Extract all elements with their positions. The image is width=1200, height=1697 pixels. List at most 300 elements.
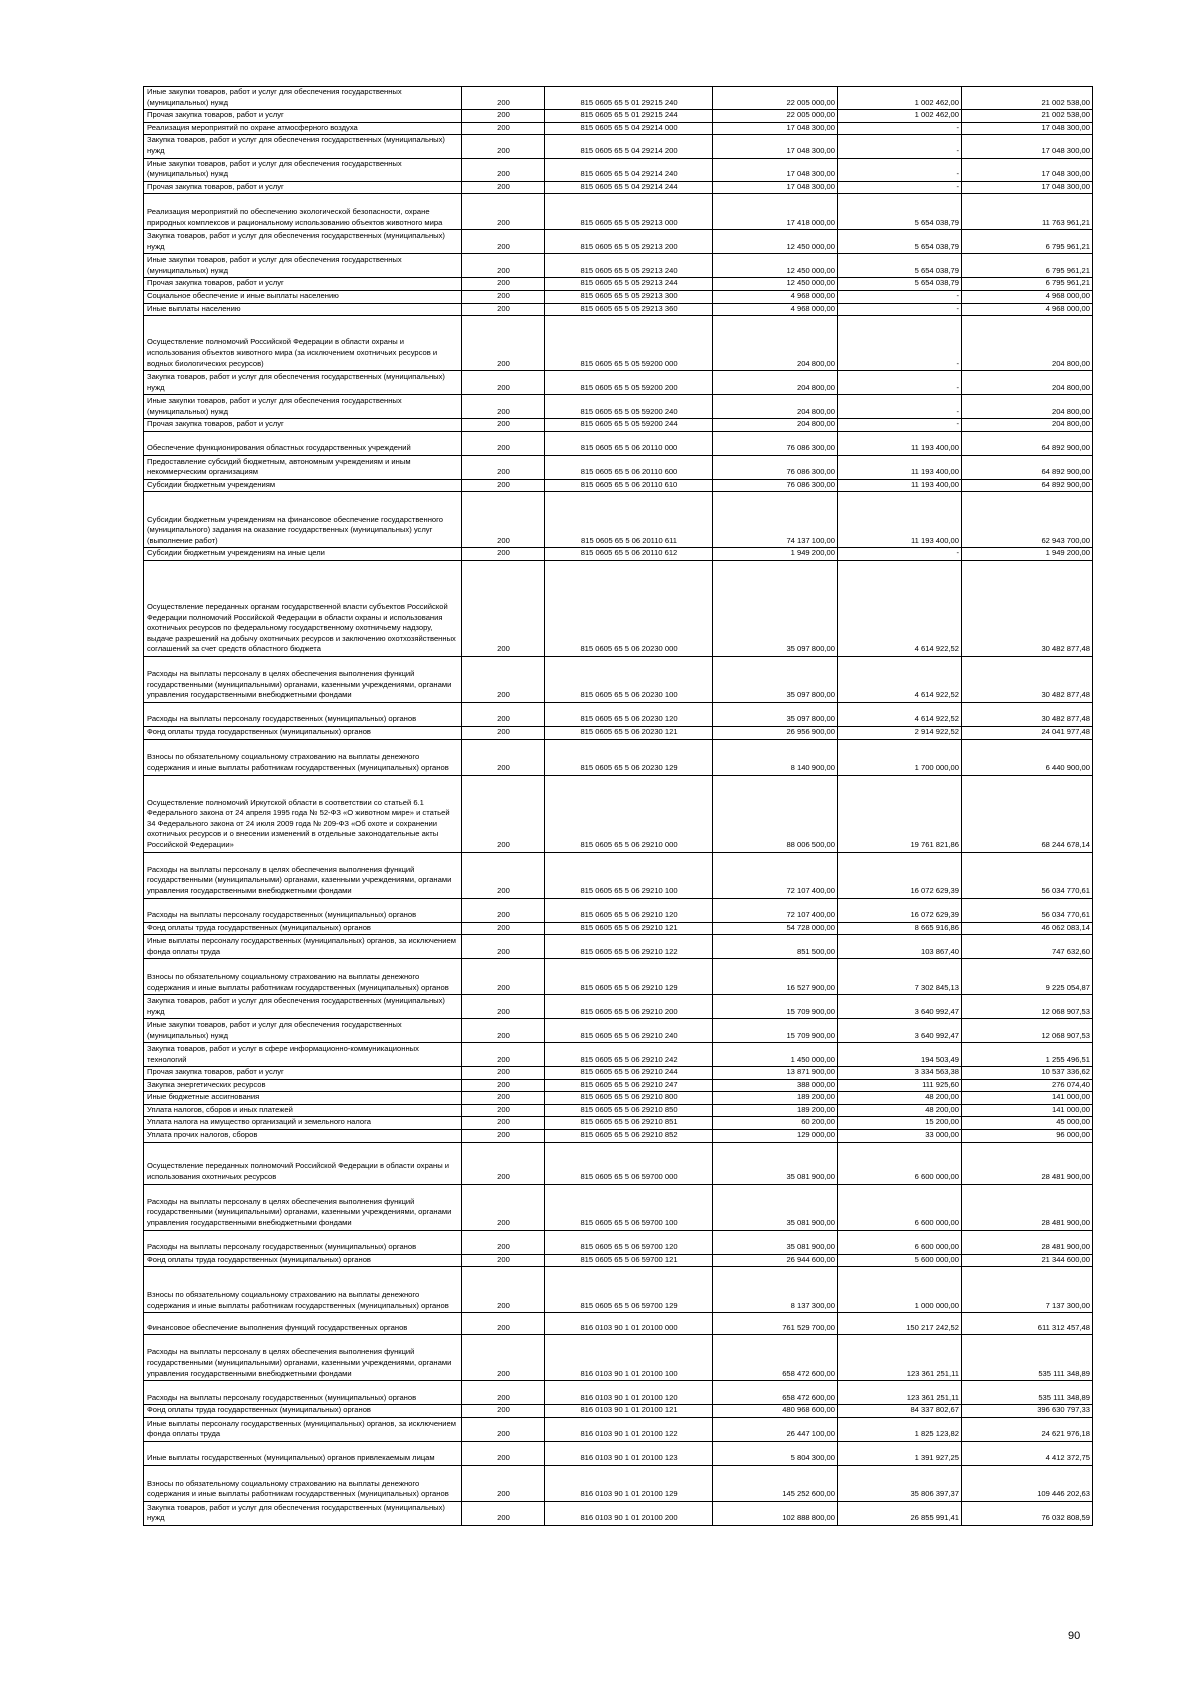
row-executed: 5 600 000,00 bbox=[838, 1254, 962, 1267]
table-row bbox=[144, 254, 1093, 278]
row-approved: 35 097 800,00 bbox=[713, 560, 838, 656]
row-remaining: 30 482 877,48 bbox=[962, 702, 1093, 726]
row-classification: 815 0605 65 5 04 29214 240 bbox=[545, 158, 713, 181]
row-name: Закупка товаров, работ и услуг для обеспечения государственных (муниципальных) нужд bbox=[144, 995, 462, 1019]
row-remaining: 1 255 496,51 bbox=[962, 1043, 1093, 1067]
row-name: Иные бюджетные ассигнования bbox=[144, 1092, 462, 1105]
row-name: Прочая закупка товаров, работ и услуг bbox=[144, 181, 462, 194]
row-code: 200 bbox=[462, 455, 545, 479]
row-classification: 815 0605 65 5 06 29210 242 bbox=[545, 1043, 713, 1067]
row-code: 200 bbox=[462, 492, 545, 548]
table-row bbox=[144, 702, 1093, 726]
row-executed: - bbox=[838, 181, 962, 194]
row-approved: 26 944 600,00 bbox=[713, 1254, 838, 1267]
row-remaining: 1 949 200,00 bbox=[962, 548, 1093, 561]
row-remaining: 141 000,00 bbox=[962, 1092, 1093, 1105]
row-name: Взносы по обязательному социальному страхованию на выплаты денежного содержания и иные выплаты работникам государственных (муниципальных) органов bbox=[144, 739, 462, 775]
row-code: 200 bbox=[462, 775, 545, 852]
row-executed: 6 600 000,00 bbox=[838, 1184, 962, 1230]
row-classification: 816 0103 90 1 01 20100 200 bbox=[545, 1501, 713, 1525]
row-approved: 204 800,00 bbox=[713, 395, 838, 419]
row-executed: 111 925,60 bbox=[838, 1079, 962, 1092]
table-row bbox=[144, 290, 1093, 303]
row-name: Прочая закупка товаров, работ и услуг bbox=[144, 419, 462, 432]
row-code: 200 bbox=[462, 1405, 545, 1418]
row-name: Иные выплаты населению bbox=[144, 303, 462, 316]
row-executed: 4 614 922,52 bbox=[838, 702, 962, 726]
row-executed: - bbox=[838, 419, 962, 432]
table-row bbox=[144, 230, 1093, 254]
row-classification: 816 0103 90 1 01 20100 120 bbox=[545, 1381, 713, 1405]
row-classification: 815 0605 65 5 04 29214 244 bbox=[545, 181, 713, 194]
row-name: Осуществление полномочий Иркутской области в соответствии со статьей 6.1 Федерального закона от 24 апреля 1995 года № 52-ФЗ «О животном мире» и статьей 34 Федерального закона от 24 июля 2009 года № 209-ФЗ «Об охоте и сохранении охотничьих ресурсов и о внесении изменений в отдельные законодательные акты Российской Федерации» bbox=[144, 775, 462, 852]
row-classification: 815 0605 65 5 06 59700 120 bbox=[545, 1230, 713, 1254]
row-code: 200 bbox=[462, 726, 545, 739]
row-remaining: 535 111 348,89 bbox=[962, 1335, 1093, 1381]
row-executed: 123 361 251,11 bbox=[838, 1381, 962, 1405]
row-name: Прочая закупка товаров, работ и услуг bbox=[144, 110, 462, 123]
row-name: Фонд оплаты труда государственных (муниципальных) органов bbox=[144, 922, 462, 935]
row-remaining: 141 000,00 bbox=[962, 1104, 1093, 1117]
table-row bbox=[144, 898, 1093, 922]
row-classification: 815 0605 65 5 05 59200 240 bbox=[545, 395, 713, 419]
row-approved: 189 200,00 bbox=[713, 1092, 838, 1105]
row-remaining: 21 002 538,00 bbox=[962, 87, 1093, 110]
row-code: 200 bbox=[462, 431, 545, 455]
table-row bbox=[144, 560, 1093, 656]
table-row bbox=[144, 122, 1093, 135]
row-name: Расходы на выплаты персоналу государственных (муниципальных) органов bbox=[144, 702, 462, 726]
row-name: Закупка товаров, работ и услуг для обеспечения государственных (муниципальных) нужд bbox=[144, 230, 462, 254]
row-approved: 26 447 100,00 bbox=[713, 1417, 838, 1441]
row-approved: 72 107 400,00 bbox=[713, 852, 838, 898]
row-name: Расходы на выплаты персоналу в целях обеспечения выполнения функций государственными (муниципальными) органами, казенными учреждениями, органами управления государственными внебюджетными фондами bbox=[144, 656, 462, 702]
table-row bbox=[144, 1254, 1093, 1267]
row-executed: 11 193 400,00 bbox=[838, 479, 962, 492]
row-name: Иные закупки товаров, работ и услуг для обеспечения государственных (муниципальных) нужд bbox=[144, 1019, 462, 1043]
row-name: Субсидии бюджетным учреждениям на финансовое обеспечение государственного (муниципального) задания на оказание государственных (муниципальных) услуг (выполнение работ) bbox=[144, 492, 462, 548]
row-executed: 11 193 400,00 bbox=[838, 431, 962, 455]
row-classification: 816 0103 90 1 01 20100 100 bbox=[545, 1335, 713, 1381]
row-code: 200 bbox=[462, 1043, 545, 1067]
row-classification: 815 0605 65 5 06 29210 850 bbox=[545, 1104, 713, 1117]
row-remaining: 747 632,60 bbox=[962, 935, 1093, 959]
row-name: Фонд оплаты труда государственных (муниципальных) органов bbox=[144, 726, 462, 739]
row-name: Прочая закупка товаров, работ и услуг bbox=[144, 278, 462, 291]
row-remaining: 4 968 000,00 bbox=[962, 303, 1093, 316]
row-executed: 194 503,49 bbox=[838, 1043, 962, 1067]
row-executed: 11 193 400,00 bbox=[838, 492, 962, 548]
row-code: 200 bbox=[462, 1417, 545, 1441]
row-name: Иные закупки товаров, работ и услуг для обеспечения государственных (муниципальных) нужд bbox=[144, 254, 462, 278]
row-code: 200 bbox=[462, 560, 545, 656]
row-code: 200 bbox=[462, 278, 545, 291]
row-name: Фонд оплаты труда государственных (муниципальных) органов bbox=[144, 1254, 462, 1267]
row-remaining: 46 062 083,14 bbox=[962, 922, 1093, 935]
row-code: 200 bbox=[462, 122, 545, 135]
row-approved: 12 450 000,00 bbox=[713, 230, 838, 254]
row-remaining: 9 225 054,87 bbox=[962, 959, 1093, 995]
row-classification: 816 0103 90 1 01 20100 123 bbox=[545, 1441, 713, 1465]
row-classification: 815 0605 65 5 06 29210 800 bbox=[545, 1092, 713, 1105]
row-approved: 204 800,00 bbox=[713, 371, 838, 395]
row-code: 200 bbox=[462, 1381, 545, 1405]
row-remaining: 611 312 457,48 bbox=[962, 1313, 1093, 1335]
table-row bbox=[144, 1417, 1093, 1441]
table-row bbox=[144, 1142, 1093, 1184]
row-remaining: 62 943 700,00 bbox=[962, 492, 1093, 548]
row-name: Обеспечение функционирования областных государственных учреждений bbox=[144, 431, 462, 455]
row-classification: 815 0605 65 5 05 59200 244 bbox=[545, 419, 713, 432]
row-approved: 22 005 000,00 bbox=[713, 110, 838, 123]
row-name: Расходы на выплаты персоналу в целях обеспечения выполнения функций государственными (муниципальными) органами, казенными учреждениями, органами управления государственными внебюджетными фондами bbox=[144, 1335, 462, 1381]
row-approved: 15 709 900,00 bbox=[713, 1019, 838, 1043]
row-remaining: 76 032 808,59 bbox=[962, 1501, 1093, 1525]
row-remaining: 30 482 877,48 bbox=[962, 560, 1093, 656]
row-remaining: 64 892 900,00 bbox=[962, 431, 1093, 455]
row-code: 200 bbox=[462, 1230, 545, 1254]
table-row bbox=[144, 455, 1093, 479]
row-approved: 204 800,00 bbox=[713, 419, 838, 432]
table-row bbox=[144, 1465, 1093, 1501]
row-remaining: 64 892 900,00 bbox=[962, 479, 1093, 492]
table-row bbox=[144, 1117, 1093, 1130]
table-row bbox=[144, 1104, 1093, 1117]
row-remaining: 64 892 900,00 bbox=[962, 455, 1093, 479]
row-code: 200 bbox=[462, 1501, 545, 1525]
table-row bbox=[144, 1313, 1093, 1335]
table-row bbox=[144, 852, 1093, 898]
row-name: Взносы по обязательному социальному страхованию на выплаты денежного содержания и иные выплаты работникам государственных (муниципальных) органов bbox=[144, 959, 462, 995]
row-approved: 60 200,00 bbox=[713, 1117, 838, 1130]
row-name: Взносы по обязательному социальному страхованию на выплаты денежного содержания и иные выплаты работникам государственных (муниципальных) органов bbox=[144, 1267, 462, 1313]
row-executed: 15 200,00 bbox=[838, 1117, 962, 1130]
row-code: 200 bbox=[462, 419, 545, 432]
row-executed: - bbox=[838, 303, 962, 316]
row-classification: 815 0605 65 5 06 29210 852 bbox=[545, 1130, 713, 1143]
row-approved: 129 000,00 bbox=[713, 1130, 838, 1143]
row-remaining: 10 537 336,62 bbox=[962, 1067, 1093, 1080]
row-approved: 204 800,00 bbox=[713, 316, 838, 371]
row-remaining: 30 482 877,48 bbox=[962, 656, 1093, 702]
row-executed: 1 391 927,25 bbox=[838, 1441, 962, 1465]
row-approved: 8 137 300,00 bbox=[713, 1267, 838, 1313]
row-classification: 815 0605 65 5 06 59700 100 bbox=[545, 1184, 713, 1230]
row-code: 200 bbox=[462, 1313, 545, 1335]
row-classification: 815 0605 65 5 05 29213 240 bbox=[545, 254, 713, 278]
row-classification: 815 0605 65 5 06 20110 612 bbox=[545, 548, 713, 561]
row-approved: 76 086 300,00 bbox=[713, 431, 838, 455]
row-code: 200 bbox=[462, 230, 545, 254]
row-classification: 815 0605 65 5 06 29210 129 bbox=[545, 959, 713, 995]
row-name: Осуществление полномочий Российской Федерации в области охраны и использования объектов животного мира (за исключением охотничьих ресурсов и водных биологических ресурсов) bbox=[144, 316, 462, 371]
row-classification: 815 0605 65 5 06 20230 120 bbox=[545, 702, 713, 726]
row-classification: 815 0605 65 5 05 29213 300 bbox=[545, 290, 713, 303]
row-name: Осуществление переданных органам государственной власти субъектов Российской Федерации полномочий Российской Федерации в области охраны и использования охотничьих ресурсов по федеральному государственному охотничьему надзору, выдаче разрешений на добычу охотничьих ресурсов и заключению охотхозяйственных соглашений за счет средств областного бюджета bbox=[144, 560, 462, 656]
row-classification: 815 0605 65 5 06 29210 200 bbox=[545, 995, 713, 1019]
row-approved: 35 097 800,00 bbox=[713, 702, 838, 726]
row-code: 200 bbox=[462, 1254, 545, 1267]
table-row bbox=[144, 278, 1093, 291]
row-remaining: 96 000,00 bbox=[962, 1130, 1093, 1143]
row-approved: 17 048 300,00 bbox=[713, 158, 838, 181]
row-code: 200 bbox=[462, 852, 545, 898]
table-row bbox=[144, 548, 1093, 561]
row-approved: 76 086 300,00 bbox=[713, 455, 838, 479]
row-classification: 815 0605 65 5 06 20110 000 bbox=[545, 431, 713, 455]
row-executed: - bbox=[838, 548, 962, 561]
row-executed: 6 600 000,00 bbox=[838, 1142, 962, 1184]
row-executed: 5 654 038,79 bbox=[838, 194, 962, 230]
row-classification: 815 0605 65 5 01 29215 244 bbox=[545, 110, 713, 123]
row-executed: 4 614 922,52 bbox=[838, 560, 962, 656]
row-approved: 72 107 400,00 bbox=[713, 898, 838, 922]
row-approved: 1 949 200,00 bbox=[713, 548, 838, 561]
row-remaining: 535 111 348,89 bbox=[962, 1381, 1093, 1405]
row-name: Социальное обеспечение и иные выплаты населению bbox=[144, 290, 462, 303]
row-approved: 88 006 500,00 bbox=[713, 775, 838, 852]
row-executed: 123 361 251,11 bbox=[838, 1335, 962, 1381]
row-remaining: 45 000,00 bbox=[962, 1117, 1093, 1130]
row-name: Иные закупки товаров, работ и услуг для обеспечения государственных (муниципальных) нужд bbox=[144, 87, 462, 110]
table-row bbox=[144, 1092, 1093, 1105]
row-name: Иные закупки товаров, работ и услуг для обеспечения государственных (муниципальных) нужд bbox=[144, 395, 462, 419]
row-classification: 816 0103 90 1 01 20100 122 bbox=[545, 1417, 713, 1441]
row-code: 200 bbox=[462, 479, 545, 492]
row-approved: 17 418 000,00 bbox=[713, 194, 838, 230]
row-remaining: 56 034 770,61 bbox=[962, 898, 1093, 922]
row-code: 200 bbox=[462, 739, 545, 775]
row-remaining: 204 800,00 bbox=[962, 371, 1093, 395]
row-name: Уплата налогов, сборов и иных платежей bbox=[144, 1104, 462, 1117]
row-remaining: 24 041 977,48 bbox=[962, 726, 1093, 739]
row-remaining: 17 048 300,00 bbox=[962, 135, 1093, 158]
row-name: Фонд оплаты труда государственных (муниципальных) органов bbox=[144, 1405, 462, 1418]
row-executed: 4 614 922,52 bbox=[838, 656, 962, 702]
table-row bbox=[144, 395, 1093, 419]
row-approved: 35 081 900,00 bbox=[713, 1142, 838, 1184]
row-executed: 84 337 802,67 bbox=[838, 1405, 962, 1418]
table-row bbox=[144, 656, 1093, 702]
row-code: 200 bbox=[462, 1092, 545, 1105]
row-remaining: 11 763 961,21 bbox=[962, 194, 1093, 230]
row-approved: 16 527 900,00 bbox=[713, 959, 838, 995]
row-code: 200 bbox=[462, 1267, 545, 1313]
table-row bbox=[144, 316, 1093, 371]
row-code: 200 bbox=[462, 290, 545, 303]
table-row bbox=[144, 1335, 1093, 1381]
row-approved: 189 200,00 bbox=[713, 1104, 838, 1117]
table-row bbox=[144, 303, 1093, 316]
row-approved: 851 500,00 bbox=[713, 935, 838, 959]
row-executed: 19 761 821,86 bbox=[838, 775, 962, 852]
row-classification: 815 0605 65 5 01 29215 240 bbox=[545, 87, 713, 110]
row-remaining: 21 002 538,00 bbox=[962, 110, 1093, 123]
row-classification: 815 0605 65 5 04 29214 000 bbox=[545, 122, 713, 135]
row-name: Расходы на выплаты персоналу государственных (муниципальных) органов bbox=[144, 898, 462, 922]
row-remaining: 12 068 907,53 bbox=[962, 1019, 1093, 1043]
row-name: Осуществление переданных полномочий Российской Федерации в области охраны и использования охотничьих ресурсов bbox=[144, 1142, 462, 1184]
row-name: Расходы на выплаты персоналу в целях обеспечения выполнения функций государственными (муниципальными) органами, казенными учреждениями, органами управления государственными внебюджетными фондами bbox=[144, 852, 462, 898]
row-remaining: 109 446 202,63 bbox=[962, 1465, 1093, 1501]
row-executed: 26 855 991,41 bbox=[838, 1501, 962, 1525]
row-code: 200 bbox=[462, 110, 545, 123]
row-remaining: 204 800,00 bbox=[962, 419, 1093, 432]
row-code: 200 bbox=[462, 959, 545, 995]
row-executed: - bbox=[838, 395, 962, 419]
row-remaining: 21 344 600,00 bbox=[962, 1254, 1093, 1267]
row-code: 200 bbox=[462, 922, 545, 935]
row-code: 200 bbox=[462, 1130, 545, 1143]
table-row bbox=[144, 995, 1093, 1019]
row-executed: 11 193 400,00 bbox=[838, 455, 962, 479]
row-executed: 1 000 000,00 bbox=[838, 1267, 962, 1313]
row-name: Закупка товаров, работ и услуг для обеспечения государственных (муниципальных) нужд bbox=[144, 135, 462, 158]
row-approved: 17 048 300,00 bbox=[713, 181, 838, 194]
row-code: 200 bbox=[462, 1465, 545, 1501]
row-approved: 12 450 000,00 bbox=[713, 278, 838, 291]
row-code: 200 bbox=[462, 935, 545, 959]
row-executed: 1 002 462,00 bbox=[838, 87, 962, 110]
row-approved: 74 137 100,00 bbox=[713, 492, 838, 548]
row-code: 200 bbox=[462, 395, 545, 419]
row-executed: - bbox=[838, 122, 962, 135]
row-classification: 815 0605 65 5 05 29213 000 bbox=[545, 194, 713, 230]
row-approved: 12 450 000,00 bbox=[713, 254, 838, 278]
row-approved: 480 968 600,00 bbox=[713, 1405, 838, 1418]
row-executed: 8 665 916,86 bbox=[838, 922, 962, 935]
row-approved: 22 005 000,00 bbox=[713, 87, 838, 110]
row-executed: 16 072 629,39 bbox=[838, 852, 962, 898]
table-row bbox=[144, 1381, 1093, 1405]
row-executed: 5 654 038,79 bbox=[838, 254, 962, 278]
row-classification: 815 0605 65 5 06 20230 121 bbox=[545, 726, 713, 739]
row-classification: 815 0605 65 5 06 29210 851 bbox=[545, 1117, 713, 1130]
row-remaining: 68 244 678,14 bbox=[962, 775, 1093, 852]
row-classification: 815 0605 65 5 06 59700 121 bbox=[545, 1254, 713, 1267]
row-approved: 26 956 900,00 bbox=[713, 726, 838, 739]
row-code: 200 bbox=[462, 135, 545, 158]
table-row bbox=[144, 431, 1093, 455]
row-remaining: 7 137 300,00 bbox=[962, 1267, 1093, 1313]
row-executed: 1 002 462,00 bbox=[838, 110, 962, 123]
row-code: 200 bbox=[462, 995, 545, 1019]
row-code: 200 bbox=[462, 656, 545, 702]
row-remaining: 17 048 300,00 bbox=[962, 158, 1093, 181]
table-row bbox=[144, 959, 1093, 995]
row-name: Финансовое обеспечение выполнения функций государственных органов bbox=[144, 1313, 462, 1335]
row-remaining: 396 630 797,33 bbox=[962, 1405, 1093, 1418]
row-classification: 815 0605 65 5 06 59700 129 bbox=[545, 1267, 713, 1313]
row-approved: 4 968 000,00 bbox=[713, 303, 838, 316]
row-remaining: 6 795 961,21 bbox=[962, 230, 1093, 254]
row-classification: 815 0605 65 5 05 29213 244 bbox=[545, 278, 713, 291]
row-code: 200 bbox=[462, 1067, 545, 1080]
row-classification: 815 0605 65 5 06 20230 100 bbox=[545, 656, 713, 702]
row-name: Взносы по обязательному социальному страхованию на выплаты денежного содержания и иные выплаты работникам государственных (муниципальных) органов bbox=[144, 1465, 462, 1501]
row-remaining: 204 800,00 bbox=[962, 395, 1093, 419]
row-name: Расходы на выплаты персоналу государственных (муниципальных) органов bbox=[144, 1230, 462, 1254]
row-code: 200 bbox=[462, 254, 545, 278]
table-row bbox=[144, 1441, 1093, 1465]
row-executed: - bbox=[838, 316, 962, 371]
table-row bbox=[144, 419, 1093, 432]
row-remaining: 6 795 961,21 bbox=[962, 278, 1093, 291]
table-row bbox=[144, 1267, 1093, 1313]
row-classification: 815 0605 65 5 06 20230 000 bbox=[545, 560, 713, 656]
row-executed: - bbox=[838, 135, 962, 158]
table-row bbox=[144, 492, 1093, 548]
row-name: Иные выплаты персоналу государственных (муниципальных) органов, за исключением фонда оплаты труда bbox=[144, 935, 462, 959]
row-executed: 2 914 922,52 bbox=[838, 726, 962, 739]
row-name: Иные выплаты государственных (муниципальных) органов привлекаемым лицам bbox=[144, 1441, 462, 1465]
row-approved: 658 472 600,00 bbox=[713, 1381, 838, 1405]
row-executed: 3 640 992,47 bbox=[838, 995, 962, 1019]
table-row bbox=[144, 1184, 1093, 1230]
table-row bbox=[144, 158, 1093, 181]
table-row bbox=[144, 775, 1093, 852]
row-remaining: 24 621 976,18 bbox=[962, 1417, 1093, 1441]
row-approved: 17 048 300,00 bbox=[713, 135, 838, 158]
row-executed: 5 654 038,79 bbox=[838, 230, 962, 254]
row-name: Реализация мероприятий по обеспечению экологической безопасности, охране природных комплексов и рациональному использованию объектов животного мира bbox=[144, 194, 462, 230]
row-name: Уплата налога на имущество организаций и земельного налога bbox=[144, 1117, 462, 1130]
row-remaining: 28 481 900,00 bbox=[962, 1230, 1093, 1254]
row-approved: 4 968 000,00 bbox=[713, 290, 838, 303]
row-code: 200 bbox=[462, 702, 545, 726]
row-executed: 7 302 845,13 bbox=[838, 959, 962, 995]
row-code: 200 bbox=[462, 1142, 545, 1184]
table-row bbox=[144, 922, 1093, 935]
row-executed: 6 600 000,00 bbox=[838, 1230, 962, 1254]
row-executed: 35 806 397,37 bbox=[838, 1465, 962, 1501]
table-row bbox=[144, 1230, 1093, 1254]
row-approved: 17 048 300,00 bbox=[713, 122, 838, 135]
row-classification: 815 0605 65 5 05 29213 200 bbox=[545, 230, 713, 254]
row-remaining: 276 074,40 bbox=[962, 1079, 1093, 1092]
table-row bbox=[144, 371, 1093, 395]
row-classification: 815 0605 65 5 06 59700 000 bbox=[545, 1142, 713, 1184]
row-code: 200 bbox=[462, 548, 545, 561]
row-name: Реализация мероприятий по охране атмосферного воздуха bbox=[144, 122, 462, 135]
row-executed: 1 825 123,82 bbox=[838, 1417, 962, 1441]
row-approved: 761 529 700,00 bbox=[713, 1313, 838, 1335]
row-classification: 815 0605 65 5 06 29210 244 bbox=[545, 1067, 713, 1080]
row-code: 200 bbox=[462, 1104, 545, 1117]
row-approved: 145 252 600,00 bbox=[713, 1465, 838, 1501]
row-remaining: 17 048 300,00 bbox=[962, 122, 1093, 135]
row-classification: 815 0605 65 5 05 59200 000 bbox=[545, 316, 713, 371]
row-classification: 816 0103 90 1 01 20100 000 bbox=[545, 1313, 713, 1335]
row-approved: 1 450 000,00 bbox=[713, 1043, 838, 1067]
row-name: Расходы на выплаты персоналу государственных (муниципальных) органов bbox=[144, 1381, 462, 1405]
row-code: 200 bbox=[462, 1184, 545, 1230]
row-approved: 8 140 900,00 bbox=[713, 739, 838, 775]
row-code: 200 bbox=[462, 1079, 545, 1092]
row-classification: 816 0103 90 1 01 20100 121 bbox=[545, 1405, 713, 1418]
row-code: 200 bbox=[462, 194, 545, 230]
row-approved: 5 804 300,00 bbox=[713, 1441, 838, 1465]
row-code: 200 bbox=[462, 316, 545, 371]
table-row bbox=[144, 181, 1093, 194]
row-remaining: 56 034 770,61 bbox=[962, 852, 1093, 898]
row-executed: 3 640 992,47 bbox=[838, 1019, 962, 1043]
row-name: Предоставление субсидий бюджетным, автономным учреждениям и иным некоммерческим организациям bbox=[144, 455, 462, 479]
row-name: Закупка товаров, работ и услуг для обеспечения государственных (муниципальных) нужд bbox=[144, 371, 462, 395]
row-classification: 815 0605 65 5 06 20230 129 bbox=[545, 739, 713, 775]
row-approved: 76 086 300,00 bbox=[713, 479, 838, 492]
row-classification: 815 0605 65 5 05 29213 360 bbox=[545, 303, 713, 316]
